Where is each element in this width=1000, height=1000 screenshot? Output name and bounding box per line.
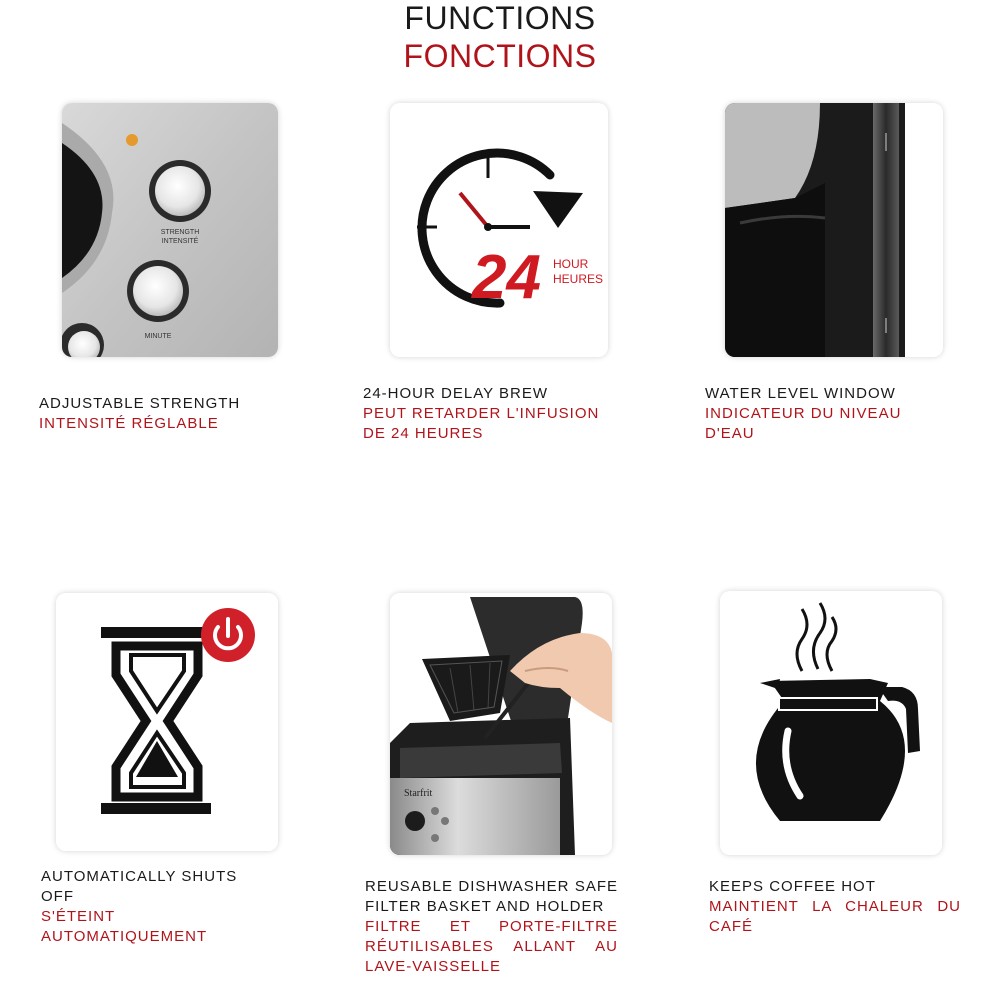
- feature-label-en: ADJUSTABLE STRENGTH: [39, 395, 241, 412]
- delay-number: 24: [472, 243, 541, 312]
- feature-caption-strength: [39, 394, 269, 434]
- minute-knob-label: MINUTE: [144, 333, 172, 340]
- filter-basket-photo: [390, 593, 612, 855]
- water-level-window-photo: [725, 103, 943, 357]
- feature-caption-keeps-hot: [709, 877, 961, 937]
- feature-card-keeps-hot: [720, 591, 942, 855]
- feature-label-fr: PEUT RETARDER L'INFUSION DE 24 HEURES: [363, 405, 600, 442]
- strength-knob-photo: [62, 103, 278, 357]
- feature-label-fr: FILTRE ET PORTE-FILTRE RÉUTILISABLES ALLANT AU LAVE-VAISSELLE: [365, 918, 618, 975]
- feature-label-en: AUTOMATICALLY SHUTS OFF: [41, 868, 238, 905]
- strength-knob-label-fr: INTENSITÉ: [161, 238, 199, 245]
- coffee-carafe-icon: [720, 591, 942, 855]
- feature-card-strength: [62, 103, 278, 357]
- delay-hour-label: HOUR: [553, 257, 589, 271]
- strength-knob-label: STRENGTH: [160, 229, 200, 236]
- feature-card-water-level: [725, 103, 943, 357]
- brand-label: Starfrit: [404, 788, 433, 799]
- feature-label-en: WATER LEVEL WINDOW: [705, 385, 896, 402]
- feature-caption-auto-shutoff: [41, 867, 271, 947]
- feature-card-auto-shutoff: [56, 593, 278, 851]
- feature-card-delay-brew: [390, 103, 608, 357]
- feature-label-fr: INTENSITÉ RÉGLABLE: [39, 415, 219, 432]
- feature-caption-water-level: [705, 384, 925, 444]
- feature-label-en: 24-HOUR DELAY BREW: [363, 385, 548, 402]
- page-title: FUNCTIONS: [404, 0, 596, 36]
- clock-24-hour-icon: [390, 103, 608, 357]
- feature-card-filter-basket: [390, 593, 612, 855]
- feature-caption-filter-basket: [365, 877, 618, 977]
- hourglass-power-icon: [56, 593, 278, 851]
- feature-label-en: REUSABLE DISHWASHER SAFE FILTER BASKET AND HOLDER: [365, 878, 618, 915]
- feature-caption-delay-brew: [363, 384, 623, 444]
- feature-label-fr: S'ÉTEINT AUTOMATIQUEMENT: [41, 908, 208, 945]
- feature-label-fr: INDICATEUR DU NIVEAU D'EAU: [705, 405, 902, 442]
- feature-label-fr: MAINTIENT LA CHALEUR DU CAFÉ: [709, 898, 961, 935]
- delay-heures-label: HEURES: [553, 272, 604, 286]
- feature-label-en: KEEPS COFFEE HOT: [709, 878, 876, 895]
- page-title-french: FONCTIONS: [403, 38, 597, 74]
